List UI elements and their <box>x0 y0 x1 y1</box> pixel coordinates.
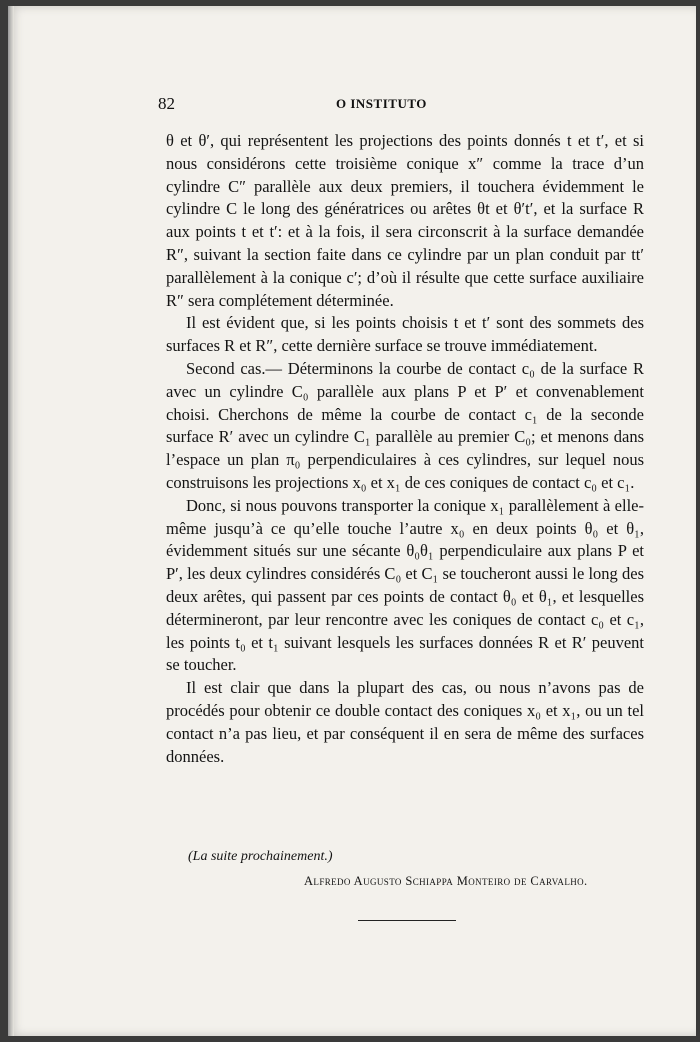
running-head: O INSTITUTO <box>336 96 427 111</box>
page-header <box>158 94 638 116</box>
paragraph: Il est évident que, si les points choisis t et t′ sont des sommets des surfaces R et R″, cette dernière surface se trouve immédiatement. <box>166 313 644 356</box>
paragraph: Second cas.— Déterminons la courbe de contact c₀ de la surface R avec un cylindre C₀ parallèle aux plans P et P′ et convenablement choisi. Cherchons de même la courbe de contact c₁ de la seconde surface R′ avec un cylindre C₁ parallèle au premier C₀; et menons dans l’espace un plan π₀ perpendiculaires à ces cylindres, sur lequel nous construisons les projections x₀ et x₁ de ces coniques de contact c₀ et c₁. <box>166 358 644 492</box>
body-text <box>166 130 644 768</box>
continuation-note: (La suite prochainement.) <box>188 849 333 864</box>
page <box>8 6 696 1036</box>
paragraph: Il est clair que dans la plupart des cas, ou nous n’avons pas de procédés pour obtenir ce double contact des coniques x₀ et x₁, ou un tel contact n’a pas lieu, et par conséquent il en sera de même des surfaces données. <box>166 678 644 766</box>
page-number: 82 <box>158 94 175 113</box>
author-signature: Alfredo Augusto Schiappa Monteiro de Carvalho. <box>304 874 588 888</box>
footnote-rule <box>358 920 456 921</box>
page-edge <box>8 6 14 1036</box>
paragraph: Donc, si nous pouvons transporter la conique x₁ parallèlement à elle-même jusqu’à ce qu’elle touche l’autre x₀ en deux points θ₀ et θ₁, évidemment situés sur une sécante θ₀θ₁ perpendiculaire aux plans P et P′, les deux cylindres considérés C₀ et C₁ se toucheront aussi le long des deux arêtes, qui passent par ces points de contact θ₀ et θ₁, et lesquelles détermineront, par leur rencontre avec les coniques de contact c₀ et c₁, les points t₀ et t₁ suivant lesquels les surfaces données R et R′ peuvent se toucher. <box>166 495 644 675</box>
paragraph: θ et θ′, qui représentent les projections des points donnés t et t′, et si nous considérons cette troisième conique x″ comme la trace d’un cylindre C″ parallèle aux deux premiers, il touchera évidemment le cylindre C le long des génératrices ou arêtes θt et θ′t′, et la surface R aux points t et t′: et à la fois, il sera circonscrit à la surface demandée R″, suivant la section faite dans ce cylindre par un plan conduit par tt′ parallèlement à la conique c′; d’où il résulte que cette surface auxiliaire R″ sera complétement déterminée. <box>166 131 644 310</box>
